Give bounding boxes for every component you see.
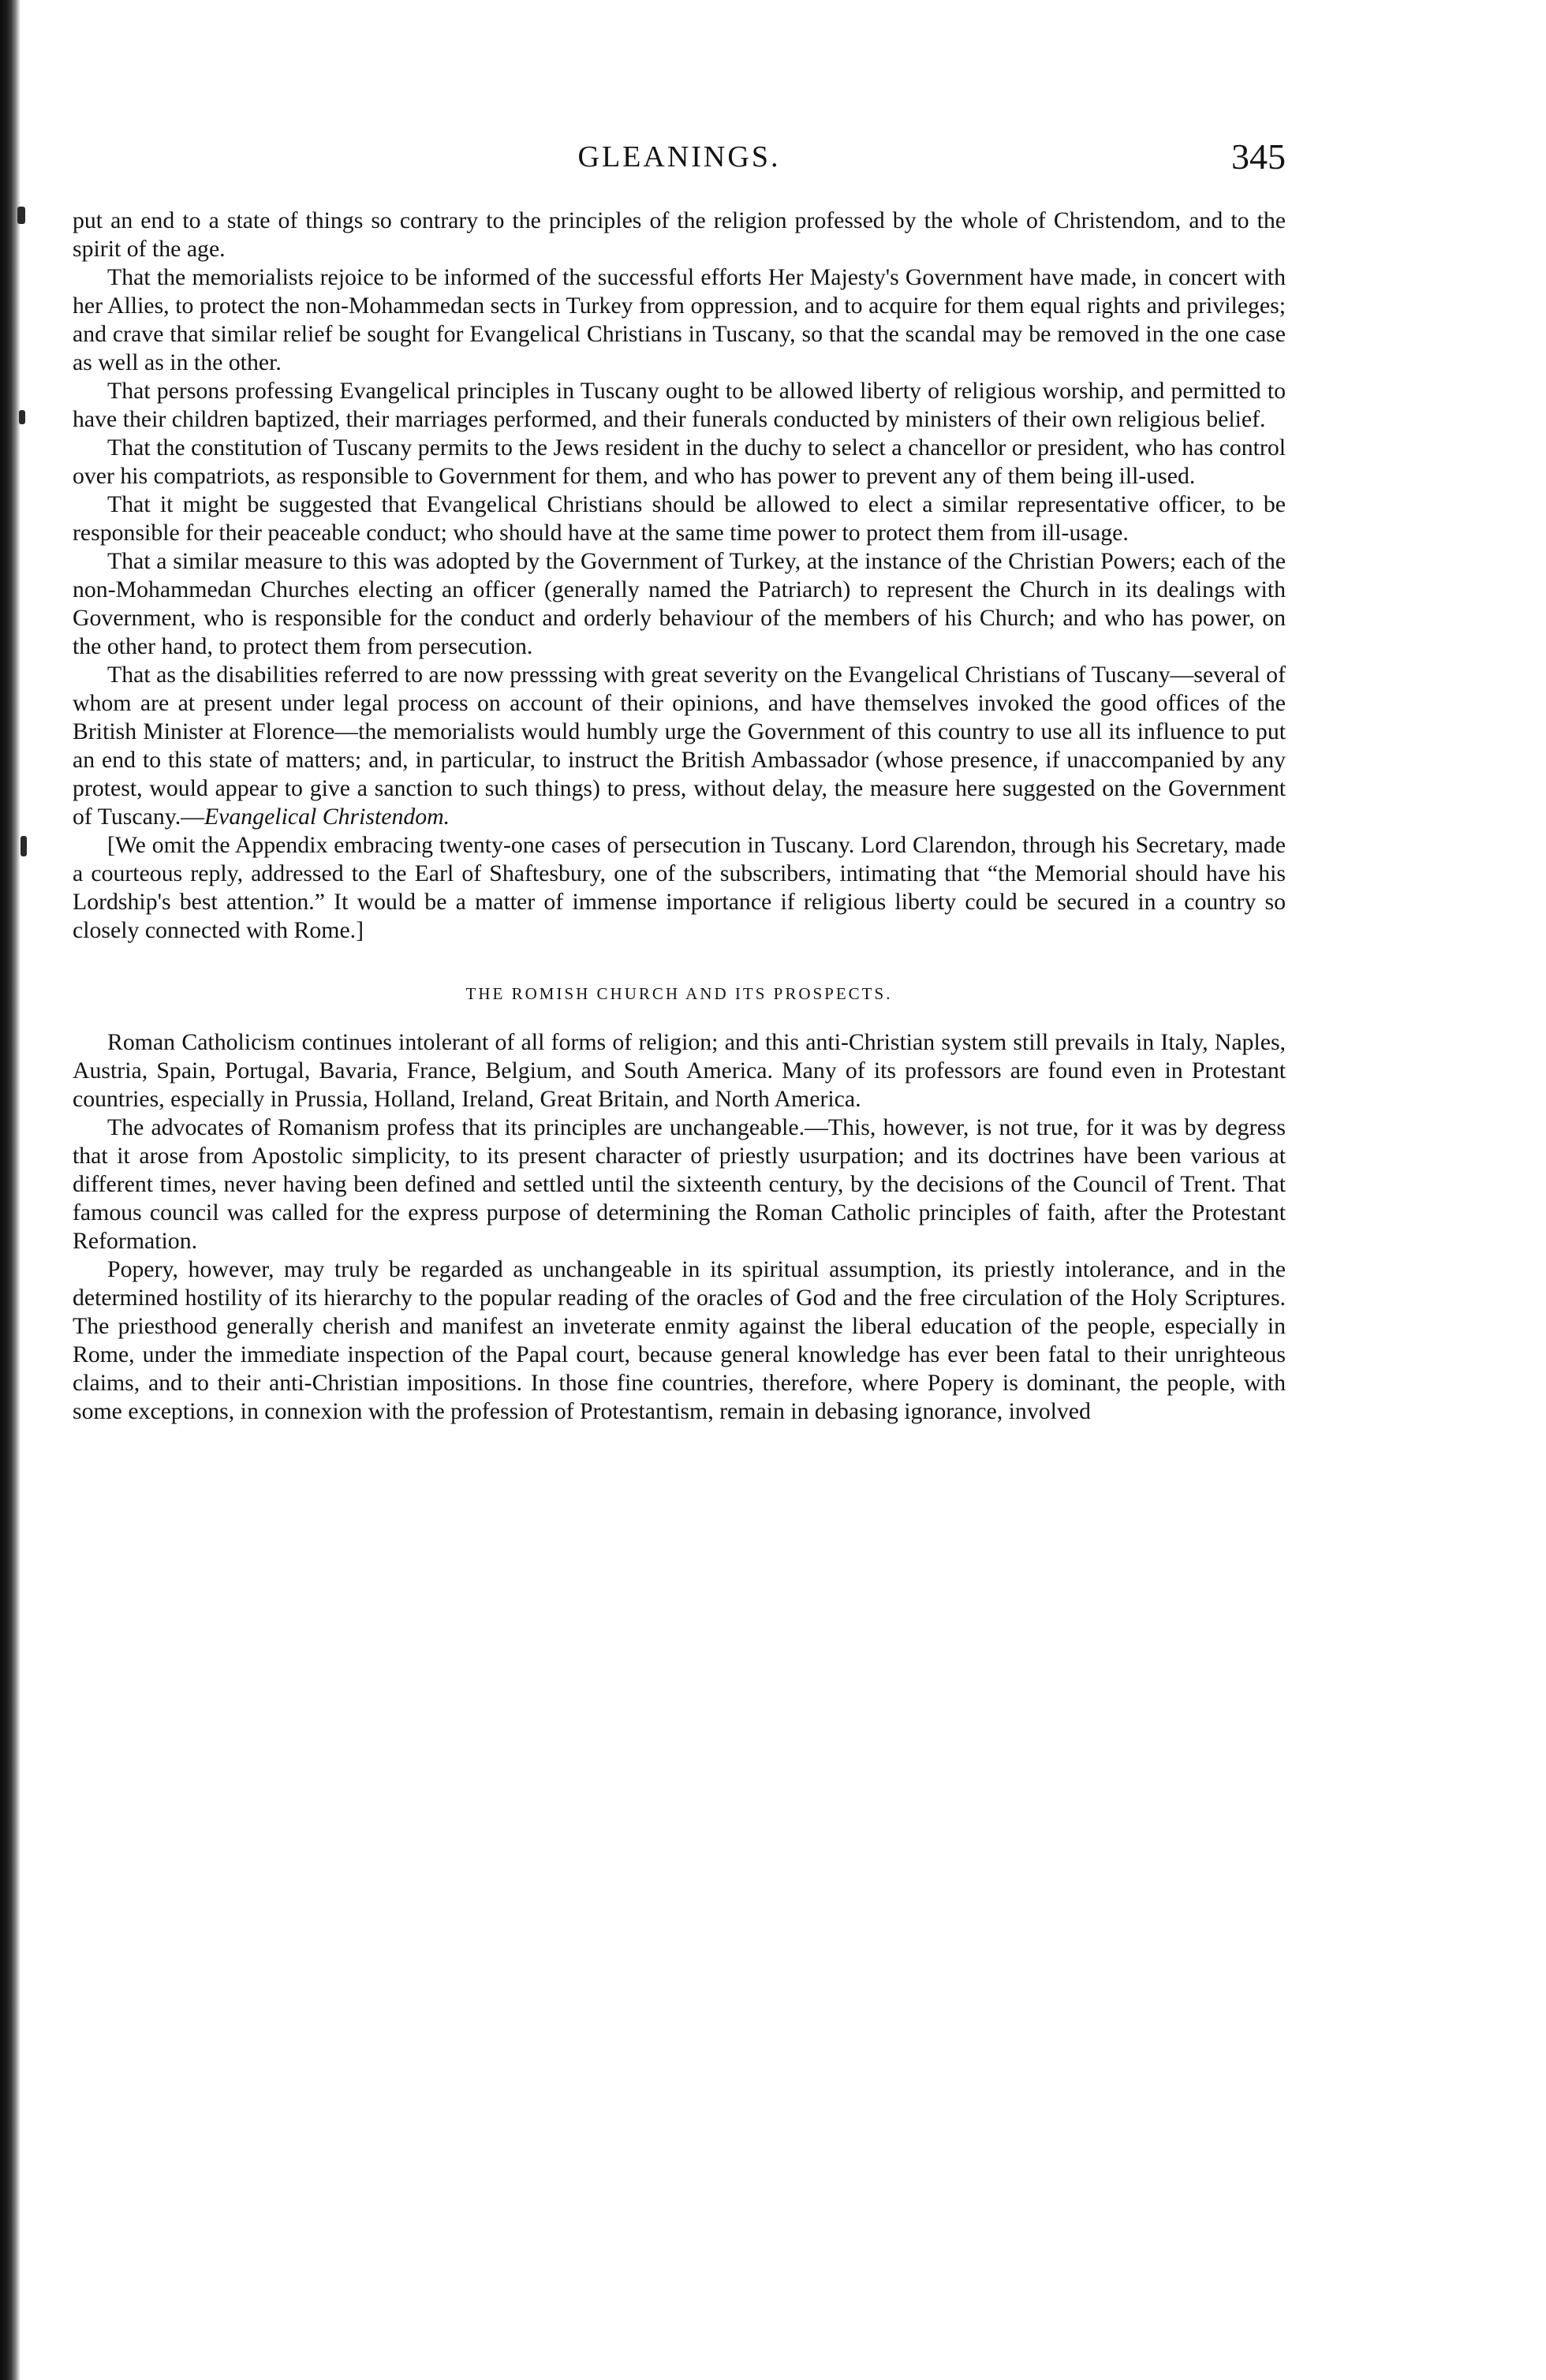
source-citation: Evangelical Christendom. — [204, 804, 450, 830]
paragraph: That persons professing Evangelical principles in Tuscany ought to be allowed liberty of religious worship, and permitted to have their children baptized, their marriages performed, and their funerals conducted by ministers of their own religious belief. — [73, 378, 1286, 432]
page-number: 345 — [1231, 136, 1286, 177]
section-paragraph: The advocates of Romanism profess that its principles are unchangeable.—This, however, is not true, for it was by degress that it arose from Apostolic simplicity, to its present character of priestly usurpation; and its doctrines have been various at different times, never having been defined and settled until the sixteenth century, by the decisions of the Council of Trent. That famous council was called for the express purpose of determining the Roman Catholic principles of faith, after the Protestant Reformation. — [73, 1114, 1286, 1254]
section-paragraph: Roman Catholicism continues intolerant of all forms of religion; and this anti-Christian system still prevails in Italy, Naples, Austria, Spain, Portugal, Bavaria, France, Belgium, and South America. Many of its professors are found even in Protestant countries, especially in Prussia, Holland, Ireland, Great Britain, and North America. — [73, 1029, 1286, 1112]
scan-edge-speck — [17, 207, 25, 224]
paragraph: That a similar measure to this was adopted by the Government of Turkey, at the instance of the Christian Powers; each of the non-Mohammedan Churches electing an officer (generally named the Patriarch) to represent the Church in its dealings with Government, who is responsible for the conduct and orderly behaviour of the members of his Church; and who has power, on the other hand, to protect them from persecution. — [73, 548, 1286, 659]
paragraph: That it might be suggested that Evangelical Christians should be allowed to elect a similar representative officer, to be responsible for their peaceable conduct; who should have at the same time power to protect them from ill-usage. — [73, 491, 1286, 546]
paragraph: That the memorialists rejoice to be informed of the successful efforts Her Majesty's Government have made, in concert with her Allies, to protect the non-Mohammedan sects in Turkey from oppression, and to acquire for them equal rights and privileges; and crave that similar relief be sought for Evangelical Christians in Tuscany, so that the scandal may be removed in the one case as well as in the other. — [73, 264, 1286, 375]
paragraph-text: That as the disabilities referred to are now presssing with great severity on the Evangelical Christians of Tuscany—several of whom are at present under legal process on account of their opinions, and have themselves invoked the good offices of the British Minister at Florence—the memorialists would humbly urge the Government of this country to use all its influence to put an end to this state of matters; and, in particular, to instruct the British Ambassador (whose presence, if unaccompanied by any protest, would appear to give a sanction to such things) to press, without delay, the measure here suggested on the Government of Tuscany.— — [73, 662, 1286, 830]
running-head: GLEANINGS. — [577, 140, 781, 173]
section-paragraph: Popery, however, may truly be regarded as unchangeable in its spiritual assumption, its priestly intolerance, and in the determined hostility of its hierarchy to the popular reading of the oracles of God and the free circulation of the Holy Scriptures. The priesthood generally cherish and manifest an inveterate enmity against the liberal education of the people, especially in Rome, under the immediate inspection of the Papal court, because general knowledge has ever been fatal to their unrighteous claims, and to their anti-Christian impositions. In those fine countries, therefore, where Popery is dominant, the people, with some exceptions, in connexion with the profession of Protestantism, remain in debasing ignorance, involved — [73, 1256, 1286, 1424]
scan-edge-shadow — [0, 0, 21, 2380]
section-title: THE ROMISH CHURCH AND ITS PROSPECTS. — [465, 984, 893, 1003]
scan-edge-speck — [21, 836, 27, 856]
paragraph: That the constitution of Tuscany permits to the Jews resident in the duchy to select a chancellor or president, who has control over his compatriots, as responsible to Government for them, and who has power to prevent any of them being ill-used. — [73, 435, 1286, 489]
scan-edge-speck — [19, 410, 25, 424]
page-header — [73, 132, 1286, 181]
page-body — [73, 207, 1286, 1426]
paragraph-with-source — [73, 661, 1286, 831]
editorial-note: [We omit the Appendix embracing twenty-one cases of persecution in Tuscany. Lord Clarendon, through his Secretary, made a courteous reply, addressed to the Earl of Shaftesbury, one of the subscribers, intimating that “the Memorial should have his Lordship's best attention.” It would be a matter of immense importance if religious liberty could be secured in a country so closely connected with Rome.] — [73, 832, 1286, 943]
paragraph: put an end to a state of things so contrary to the principles of the religion professed by the whole of Christendom, and to the spirit of the age. — [73, 207, 1286, 262]
